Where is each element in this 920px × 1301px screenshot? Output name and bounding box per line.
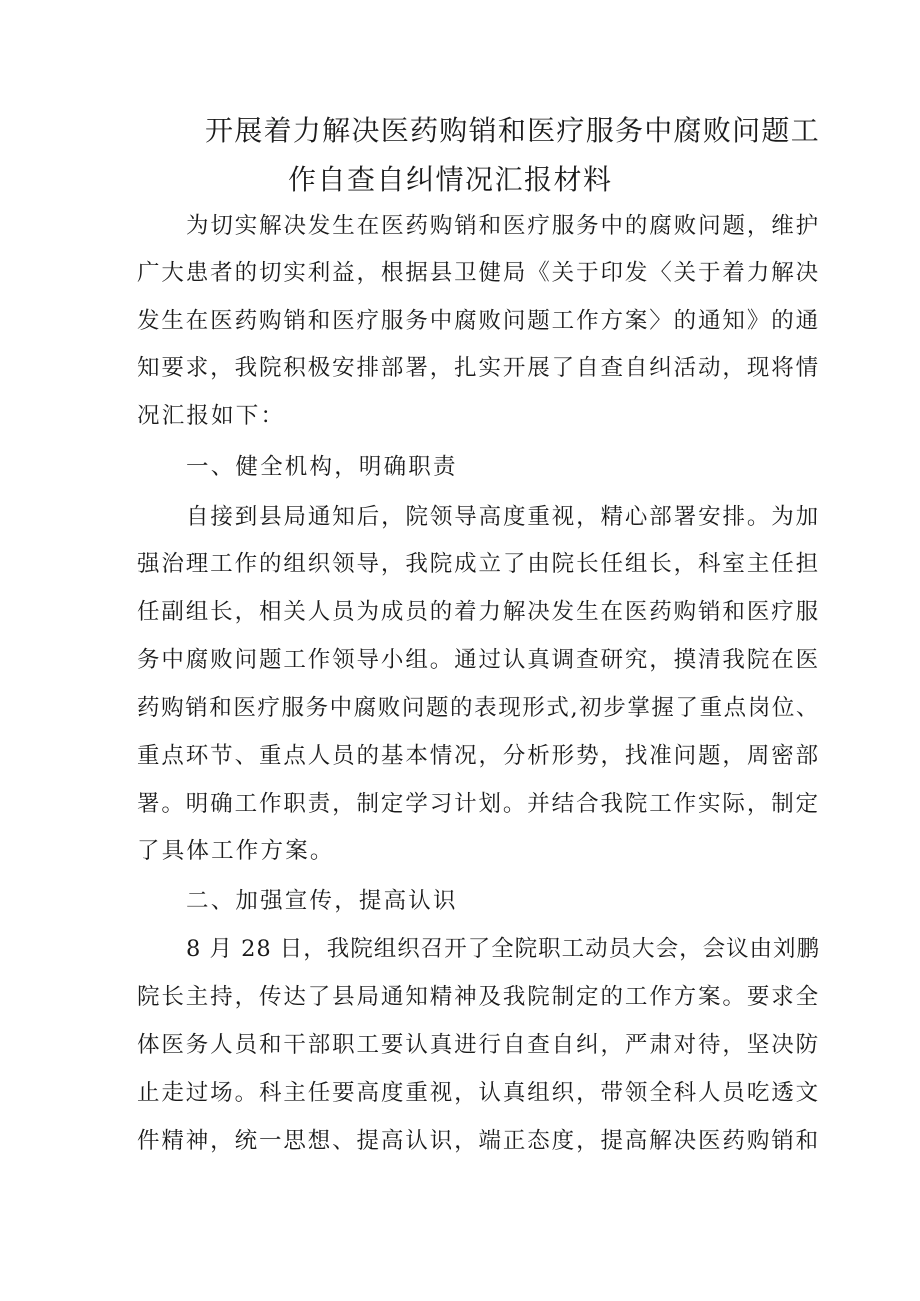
section-heading-2: 二、加强宣传，提高认识	[186, 888, 458, 914]
document-title-line-1: 开展着力解决医药购销和医疗服务中腐败问题工	[205, 114, 820, 147]
paragraph-line: 件精神，统一思想、提高认识，端正态度，提高解决医药购销和	[137, 1128, 820, 1154]
paragraph-line: 署。明确工作职责，制定学习计划。并结合我院工作实际，制定	[137, 791, 820, 817]
paragraph-line: 知要求，我院积极安排部署，扎实开展了自查自纠活动，现将情	[137, 355, 820, 381]
paragraph-line: 为切实解决发生在医药购销和医疗服务中的腐败问题，维护	[186, 213, 820, 239]
paragraph-line: 体医务人员和干部职工要认真进行自查自纠，严肃对待，坚决防	[137, 1032, 820, 1058]
section-heading-1: 一、健全机构，明确职责	[186, 454, 458, 480]
paragraph-line: 任副组长，相关人员为成员的着力解决发生在医药购销和医疗服	[137, 599, 820, 625]
paragraph-line: 院长主持，传达了县局通知精神及我院制定的工作方案。要求全	[137, 984, 820, 1010]
paragraph-line: 重点环节、重点人员的基本情况，分析形势，找准问题，周密部	[137, 743, 820, 769]
paragraph-line: 发生在医药购销和医疗服务中腐败问题工作方案〉的通知》的通	[137, 308, 820, 334]
paragraph-line: 况汇报如下：	[137, 403, 286, 429]
paragraph-line: 强治理工作的组织领导，我院成立了由院长任组长，科室主任担	[137, 551, 820, 577]
paragraph-line: 8 月 28 日，我院组织召开了全院职工动员大会，会议由刘鹏	[186, 936, 820, 962]
paragraph-line: 务中腐败问题工作领导小组。通过认真调查研究，摸清我院在医	[137, 647, 820, 673]
document-title-line-2: 作自查自纠情况汇报材料	[288, 163, 613, 196]
paragraph-line: 了具体工作方案。	[137, 838, 335, 864]
paragraph-line: 自接到县局通知后，院领导高度重视，精心部署安排。为加	[186, 504, 820, 530]
paragraph-line: 止走过场。科主任要高度重视，认真组织，带领全科人员吃透文	[137, 1080, 820, 1106]
paragraph-line: 广大患者的切实利益，根据县卫健局《关于印发〈关于着力解决	[137, 260, 820, 286]
paragraph-line: 药购销和医疗服务中腐败问题的表现形式,初步掌握了重点岗位、	[137, 695, 820, 721]
